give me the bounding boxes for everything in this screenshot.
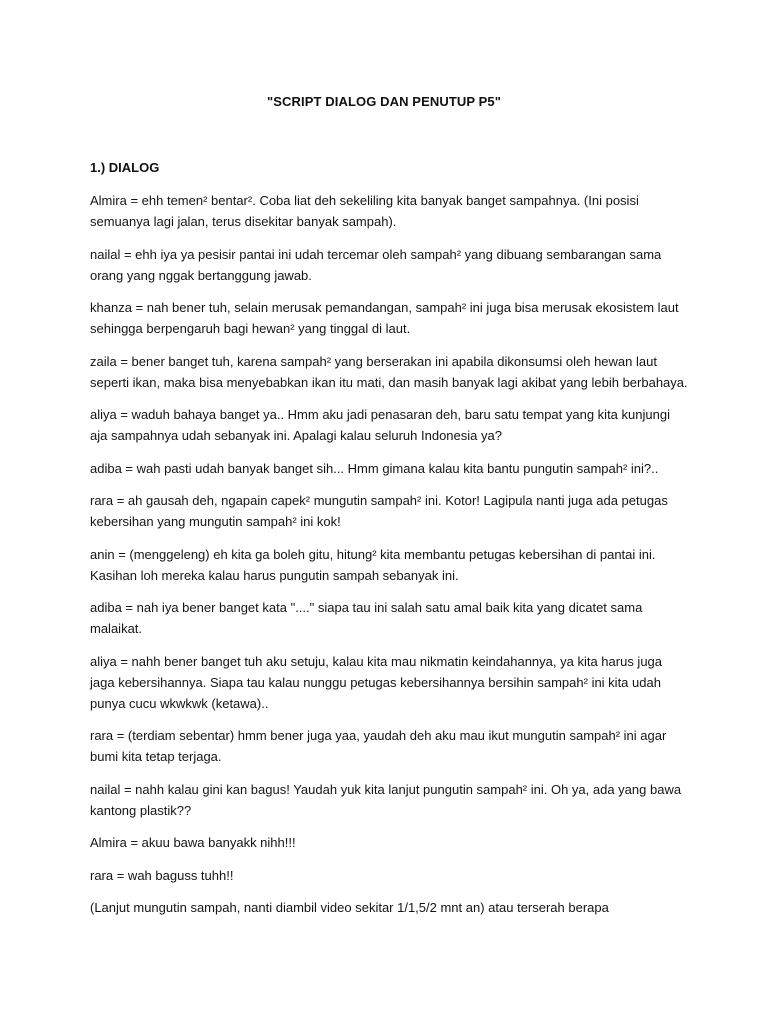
dialog-paragraph: zaila = bener banget tuh, karena sampah² yang berserakan ini apabila dikonsumsi oleh hewan laut seperti ikan, maka bisa menyebabkan ikan itu mati, dan masih banyak lagi akibat yang lebih berbahaya. xyxy=(90,353,688,390)
dialog-paragraph: aliya = waduh bahaya banget ya.. Hmm aku jadi penasaran deh, baru satu tempat yang kita kunjungi aja sampahnya udah sebanyak ini. Apalagi kalau seluruh Indonesia ya? xyxy=(90,407,670,443)
dialog-paragraph: nailal = nahh kalau gini kan bagus! Yaudah yuk kita lanjut pungutin sampah² ini. Oh ya, ada yang bawa kantong plastik?? xyxy=(90,781,682,818)
dialog-paragraph: aliya = nahh bener banget tuh aku setuju, kalau kita mau nikmatin keindahannya, ya kita harus juga jaga kebersihannya. Siapa tau kalau nunggu petugas kebersihannya bersihin sampah² ini kita udah punya cucu wkwkwk (ketawa).. xyxy=(90,653,663,711)
dialog-paragraph: nailal = ehh iya ya pesisir pantai ini udah tercemar oleh sampah² yang dibuang sembarangan sama orang yang nggak bertanggung jawab. xyxy=(90,246,662,283)
dialog-paragraph: Almira = akuu bawa banyakk nihh!!! xyxy=(90,835,296,850)
dialog-paragraph: rara = wah baguss tuhh!! xyxy=(90,867,234,883)
dialog-paragraph: adiba = wah pasti udah banyak banget sih... Hmm gimana kalau kita bantu pungutin sampah² ini?.. xyxy=(90,460,659,476)
dialog-paragraph: (Lanjut mungutin sampah, nanti diambil video sekitar 1/1,5/2 mnt an) atau terserah berapa xyxy=(90,900,609,915)
section-heading: 1.) DIALOG xyxy=(90,160,160,175)
dialog-paragraph: anin = (menggeleng) eh kita ga boleh gitu, hitung² kita membantu petugas kebersihan di pantai ini. Kasihan loh mereka kalau harus pungutin sampah sebanyak ini. xyxy=(90,546,656,583)
dialog-paragraph: rara = ah gausah deh, ngapain capek² mungutin sampah² ini. Kotor! Lagipula nanti juga ada petugas kebersihan yang mungutin sampah² ini kok! xyxy=(90,493,668,529)
dialog-paragraph: khanza = nah bener tuh, selain merusak pemandangan, sampah² ini juga bisa merusak ekosistem laut sehingga berpengaruh bagi hewan² yang tinggal di laut. xyxy=(90,300,679,336)
dialog-body xyxy=(90,190,690,930)
document-title: "SCRIPT DIALOG DAN PENUTUP P5" xyxy=(267,94,501,109)
dialog-paragraph: Almira = ehh temen² bentar². Coba liat deh sekeliling kita banyak banget sampahnya. (Ini posisi semuanya lagi jalan, terus disekitar banyak sampah). xyxy=(90,193,639,229)
dialog-paragraph: adiba = nah iya bener banget kata "...." siapa tau ini salah satu amal baik kita yang dicatet sama malaikat. xyxy=(90,600,643,636)
dialog-paragraph: rara = (terdiam sebentar) hmm bener juga yaa, yaudah deh aku mau ikut mungutin sampah² ini agar bumi kita tetap terjaga. xyxy=(90,728,667,764)
